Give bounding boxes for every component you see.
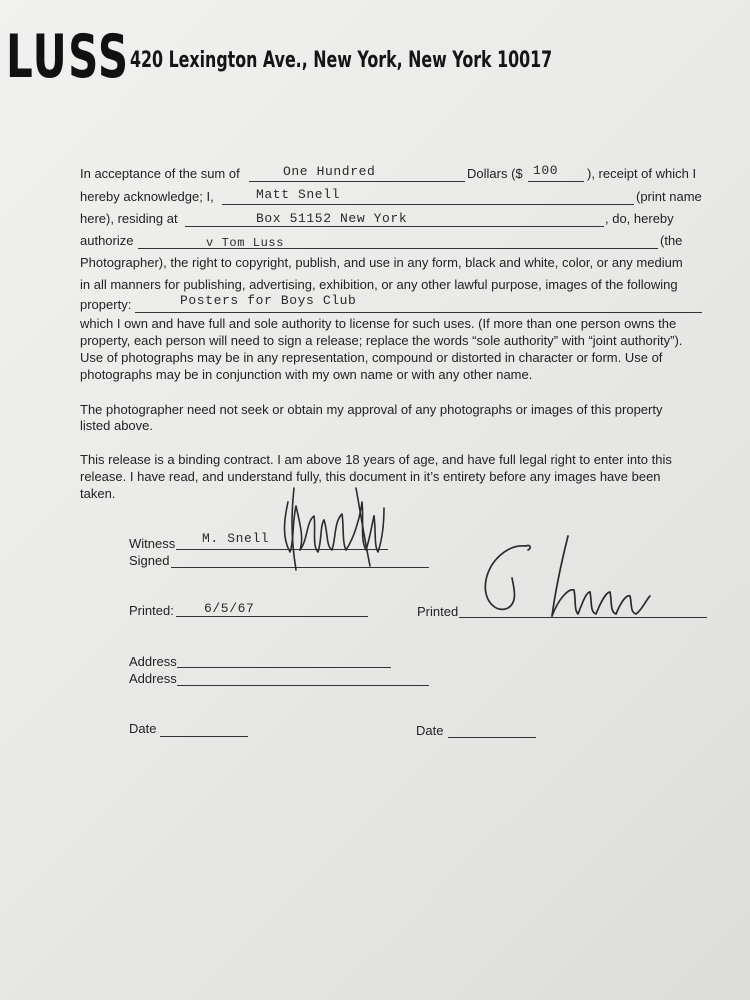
approval-line1: The photographer need not seek or obtain my approval of any photographs or images of this property (80, 402, 663, 417)
matt-snell-signature (270, 480, 400, 575)
contract-line1: This release is a binding contract. I am above 18 years of age, and have full legal right to enter into this (80, 452, 672, 467)
photographer-value: v Tom Luss (206, 236, 285, 250)
release-line10: Use of photographs may be in any representation, compound or distorted in character or form. Use of (80, 350, 663, 365)
witness-label: Witness (129, 536, 176, 551)
printed-label-left: Printed: (129, 603, 174, 618)
release-line9: property, each person will need to sign a release; replace the words “sole authority” with “joint authority”). (80, 333, 683, 348)
name-value: Matt Snell (256, 187, 341, 202)
printed-label-right: Printed (417, 604, 459, 619)
release-line3-suffix: , do, hereby (605, 211, 674, 226)
address-label-2: Address (129, 671, 177, 686)
address-field-2[interactable] (177, 670, 429, 686)
residence-value: Box 51152 New York (256, 211, 408, 226)
release-line1-prefix: In acceptance of the sum of (80, 166, 240, 181)
property-value: Posters for Boys Club (180, 293, 357, 308)
company-address: 420 Lexington Ave., New York, New York 10017 (130, 48, 553, 73)
date-label-left: Date (129, 721, 157, 736)
printed-value-left: 6/5/67 (204, 601, 255, 616)
witness-value: M. Snell (202, 531, 270, 546)
contract-line3: taken. (80, 486, 116, 501)
approval-line2: listed above. (80, 418, 153, 433)
address-label-1: Address (129, 654, 177, 669)
amount-number-value: 100 (533, 163, 559, 178)
release-line3-prefix: here), residing at (80, 211, 178, 226)
release-line5: Photographer), the right to copyright, publish, and use in any form, black and white, color, or any medium (80, 255, 683, 270)
release-line1-mid: Dollars ($ (467, 166, 523, 181)
date-field-right[interactable] (448, 722, 536, 738)
release-line1-suffix: ), receipt of which I (587, 166, 697, 181)
amount-words-value: One Hundred (283, 164, 376, 179)
date-label-right: Date (416, 723, 444, 738)
release-line8: which I own and have full and sole authority to license for such uses. (If more than one person owns the (80, 316, 677, 331)
release-line7-prefix: property: (80, 297, 132, 312)
release-line2-prefix: hereby acknowledge; I, (80, 189, 214, 204)
release-line4-prefix: authorize (80, 233, 134, 248)
date-field-left[interactable] (160, 721, 248, 737)
release-line4-suffix: (the (660, 233, 683, 248)
signed-label: Signed (129, 553, 170, 568)
release-line11: photographs may be in conjunction with my own name or with any other name. (80, 367, 533, 382)
address-field-1[interactable] (177, 652, 391, 668)
company-logo: LUSS (6, 22, 130, 92)
contract-line2: release. I have read, and understand fully, this document in it’s entirety before any images have been (80, 469, 661, 484)
release-line2-suffix: (print name (636, 189, 702, 204)
release-line6: in all manners for publishing, advertising, exhibition, or any other lawful purpose, images of the following (80, 277, 678, 292)
tom-luss-signature (478, 530, 658, 625)
